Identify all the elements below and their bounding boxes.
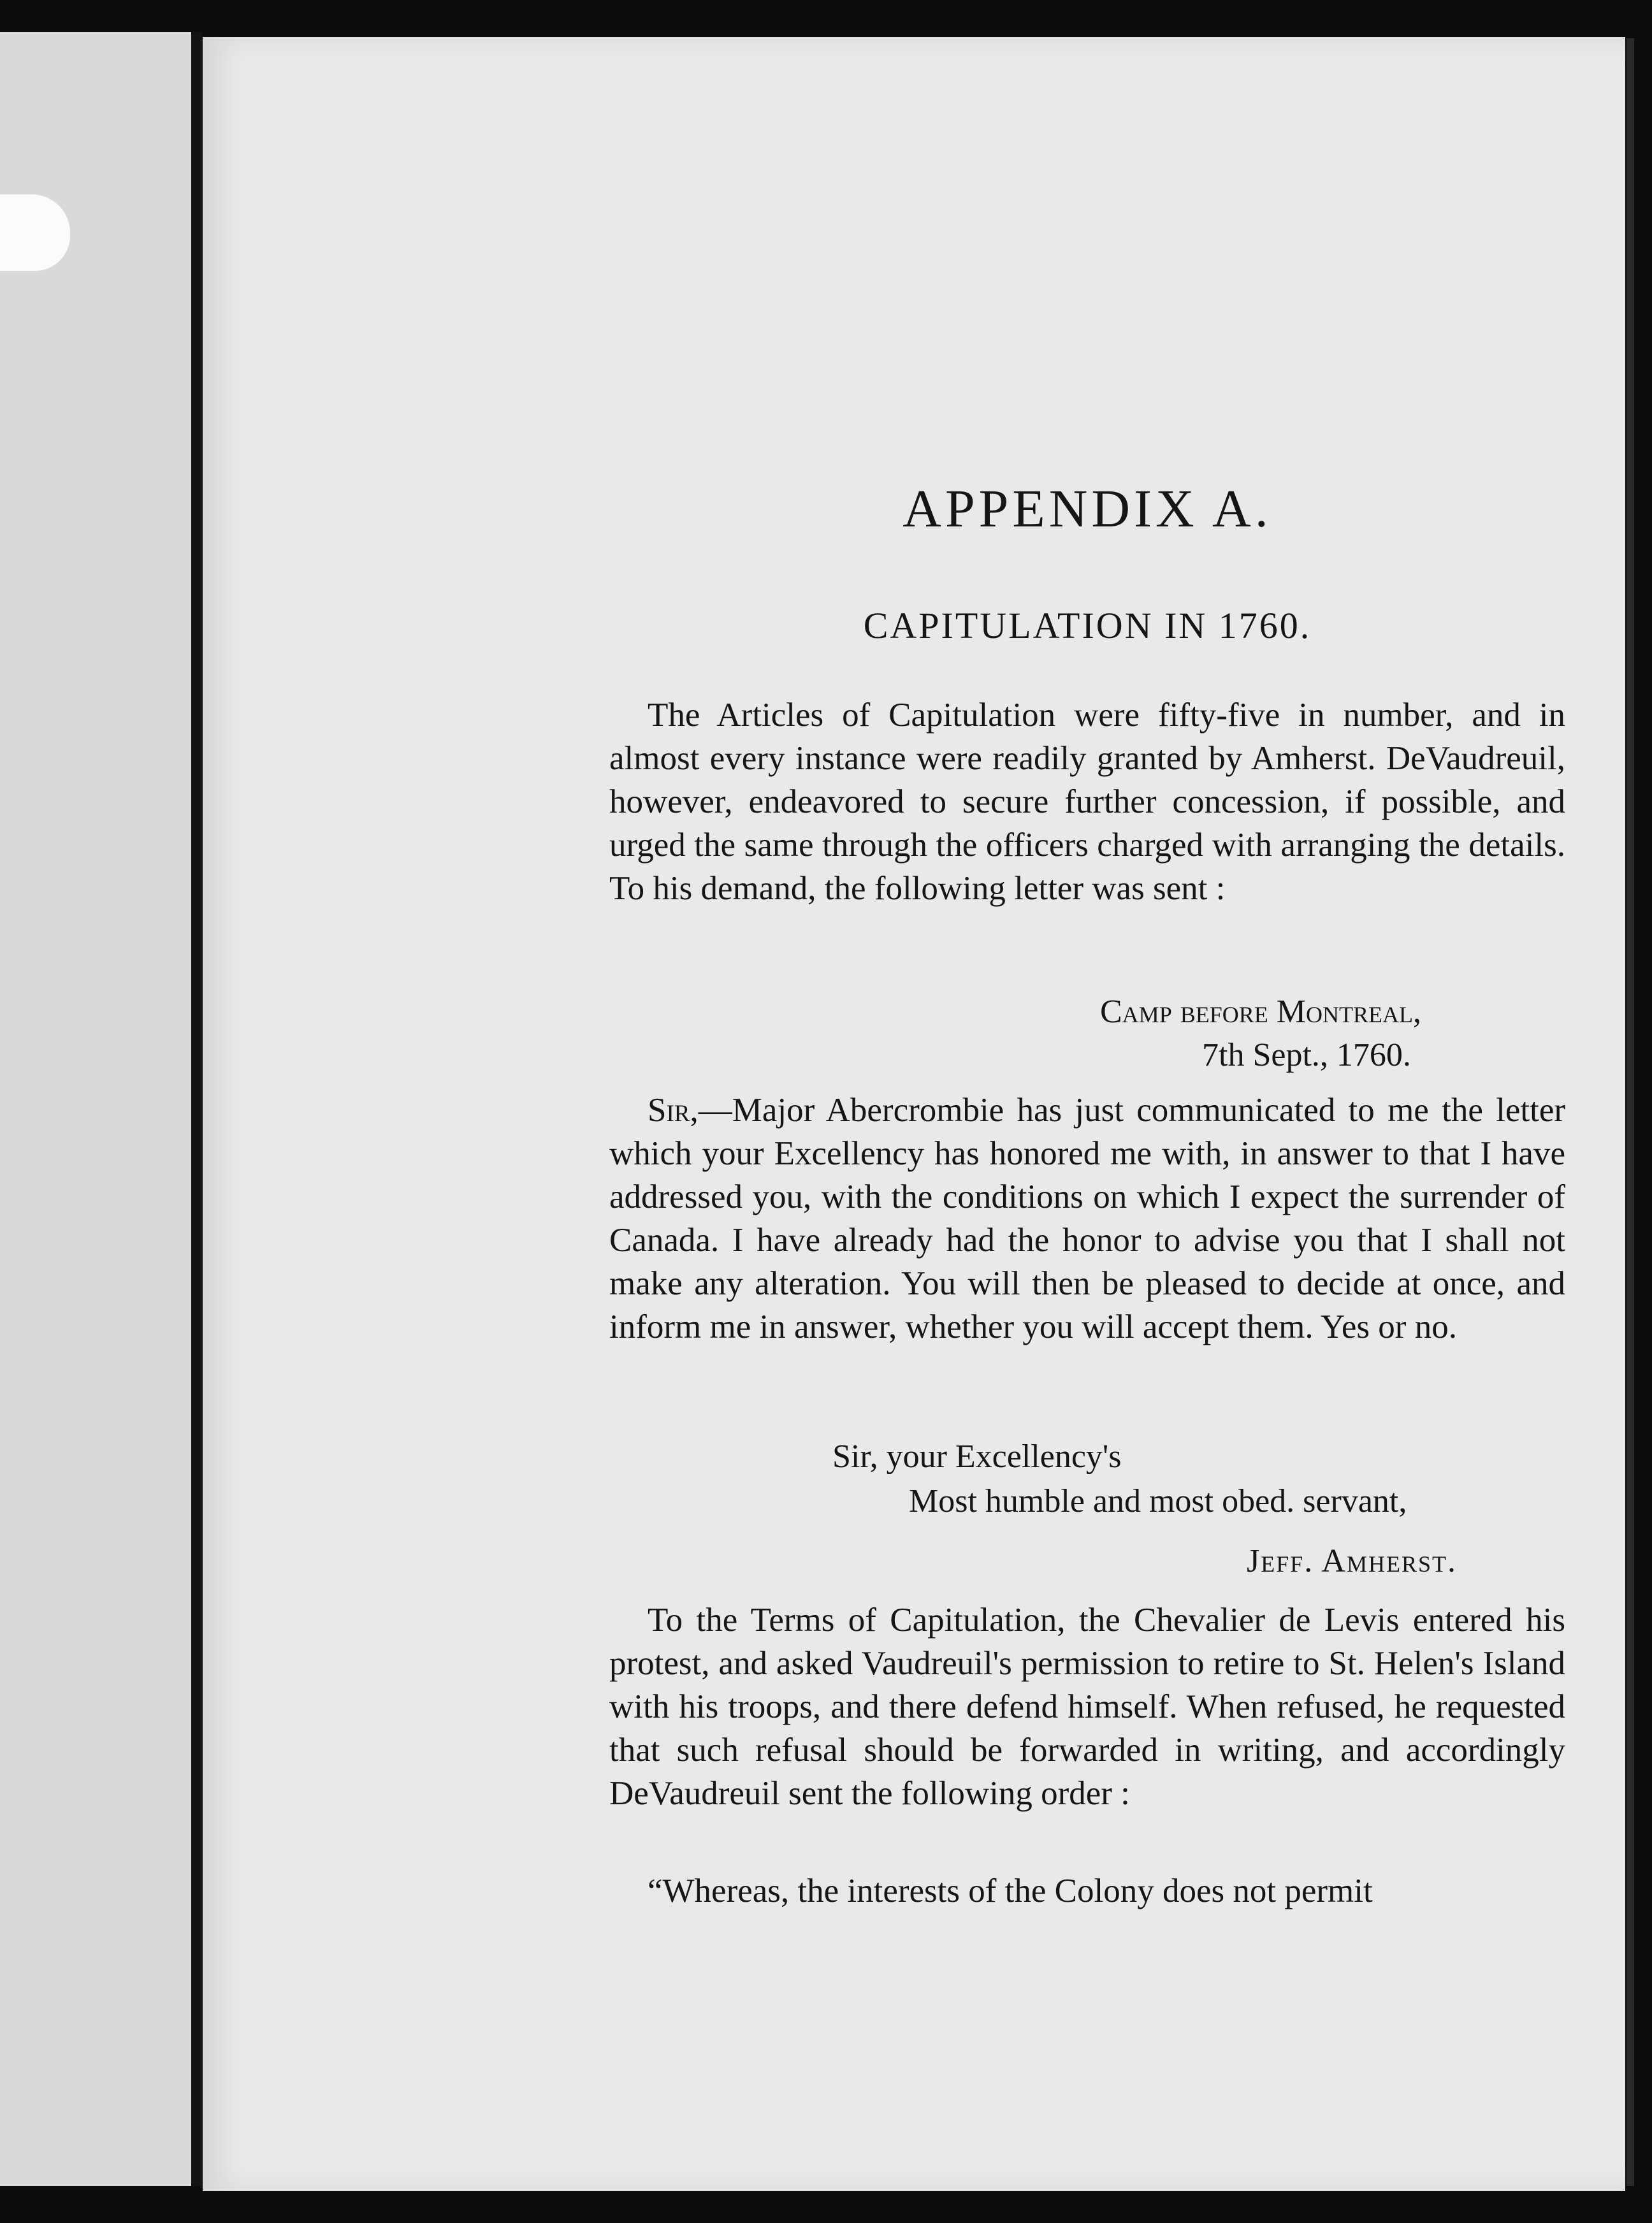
protest-paragraph: To the Terms of Capitulation, the Chevalier de Levis entered his protest, and asked Vaudreuil's permission to retire to St. Helen's Island with his troops, and there defend himself. When refused, he requested that such refusal should be forwarded in writing, and accordingly DeVaudreuil sent the following order :	[609, 1602, 1565, 1812]
scan-bottom-border	[203, 2191, 1630, 2223]
letter-signature: Jeff. Amherst.	[1247, 1543, 1457, 1579]
letter-closing-line-1: Sir, your Excellency's	[832, 1438, 1122, 1475]
letter-body-text: —Major Abercrombie has just communicated to me the letter which your Excellency has honored me with, in answer to that I have addressed you, with the conditions on which I expect the surrender of Canada. I have already had the honor to advise you that I shall not make any alteration. You will then be pleased to decide at once, and inform me in answer, whether you will accept them. Yes or no.	[609, 1092, 1565, 1345]
page-edge-shadow	[1627, 38, 1634, 2186]
book-page	[203, 37, 1625, 2191]
letter-place: Camp before Montreal,	[1100, 994, 1421, 1030]
letter-closing-line-2: Most humble and most obed. servant,	[909, 1483, 1407, 1519]
paper-blemish	[0, 194, 70, 271]
intro-paragraph: The Articles of Capitulation were fifty-five in number, and in almost every instance were readily granted by Amherst. DeVaudreuil, however, endeavored to secure further concession, if possible, and urged the same through the officers charged with arranging the details. To his demand, the following letter was sent :	[609, 697, 1565, 907]
letter-body	[609, 1089, 1565, 1349]
order-quote-paragraph: “Whereas, the interests of the Colony does not permit	[648, 1872, 1373, 1909]
appendix-heading: APPENDIX A.	[902, 479, 1272, 539]
section-heading: CAPITULATION IN 1760.	[863, 605, 1312, 646]
facing-page-edge	[0, 32, 203, 2186]
letter-salutation: Sir,	[648, 1092, 699, 1129]
letter-date: 7th Sept., 1760.	[1202, 1037, 1411, 1073]
